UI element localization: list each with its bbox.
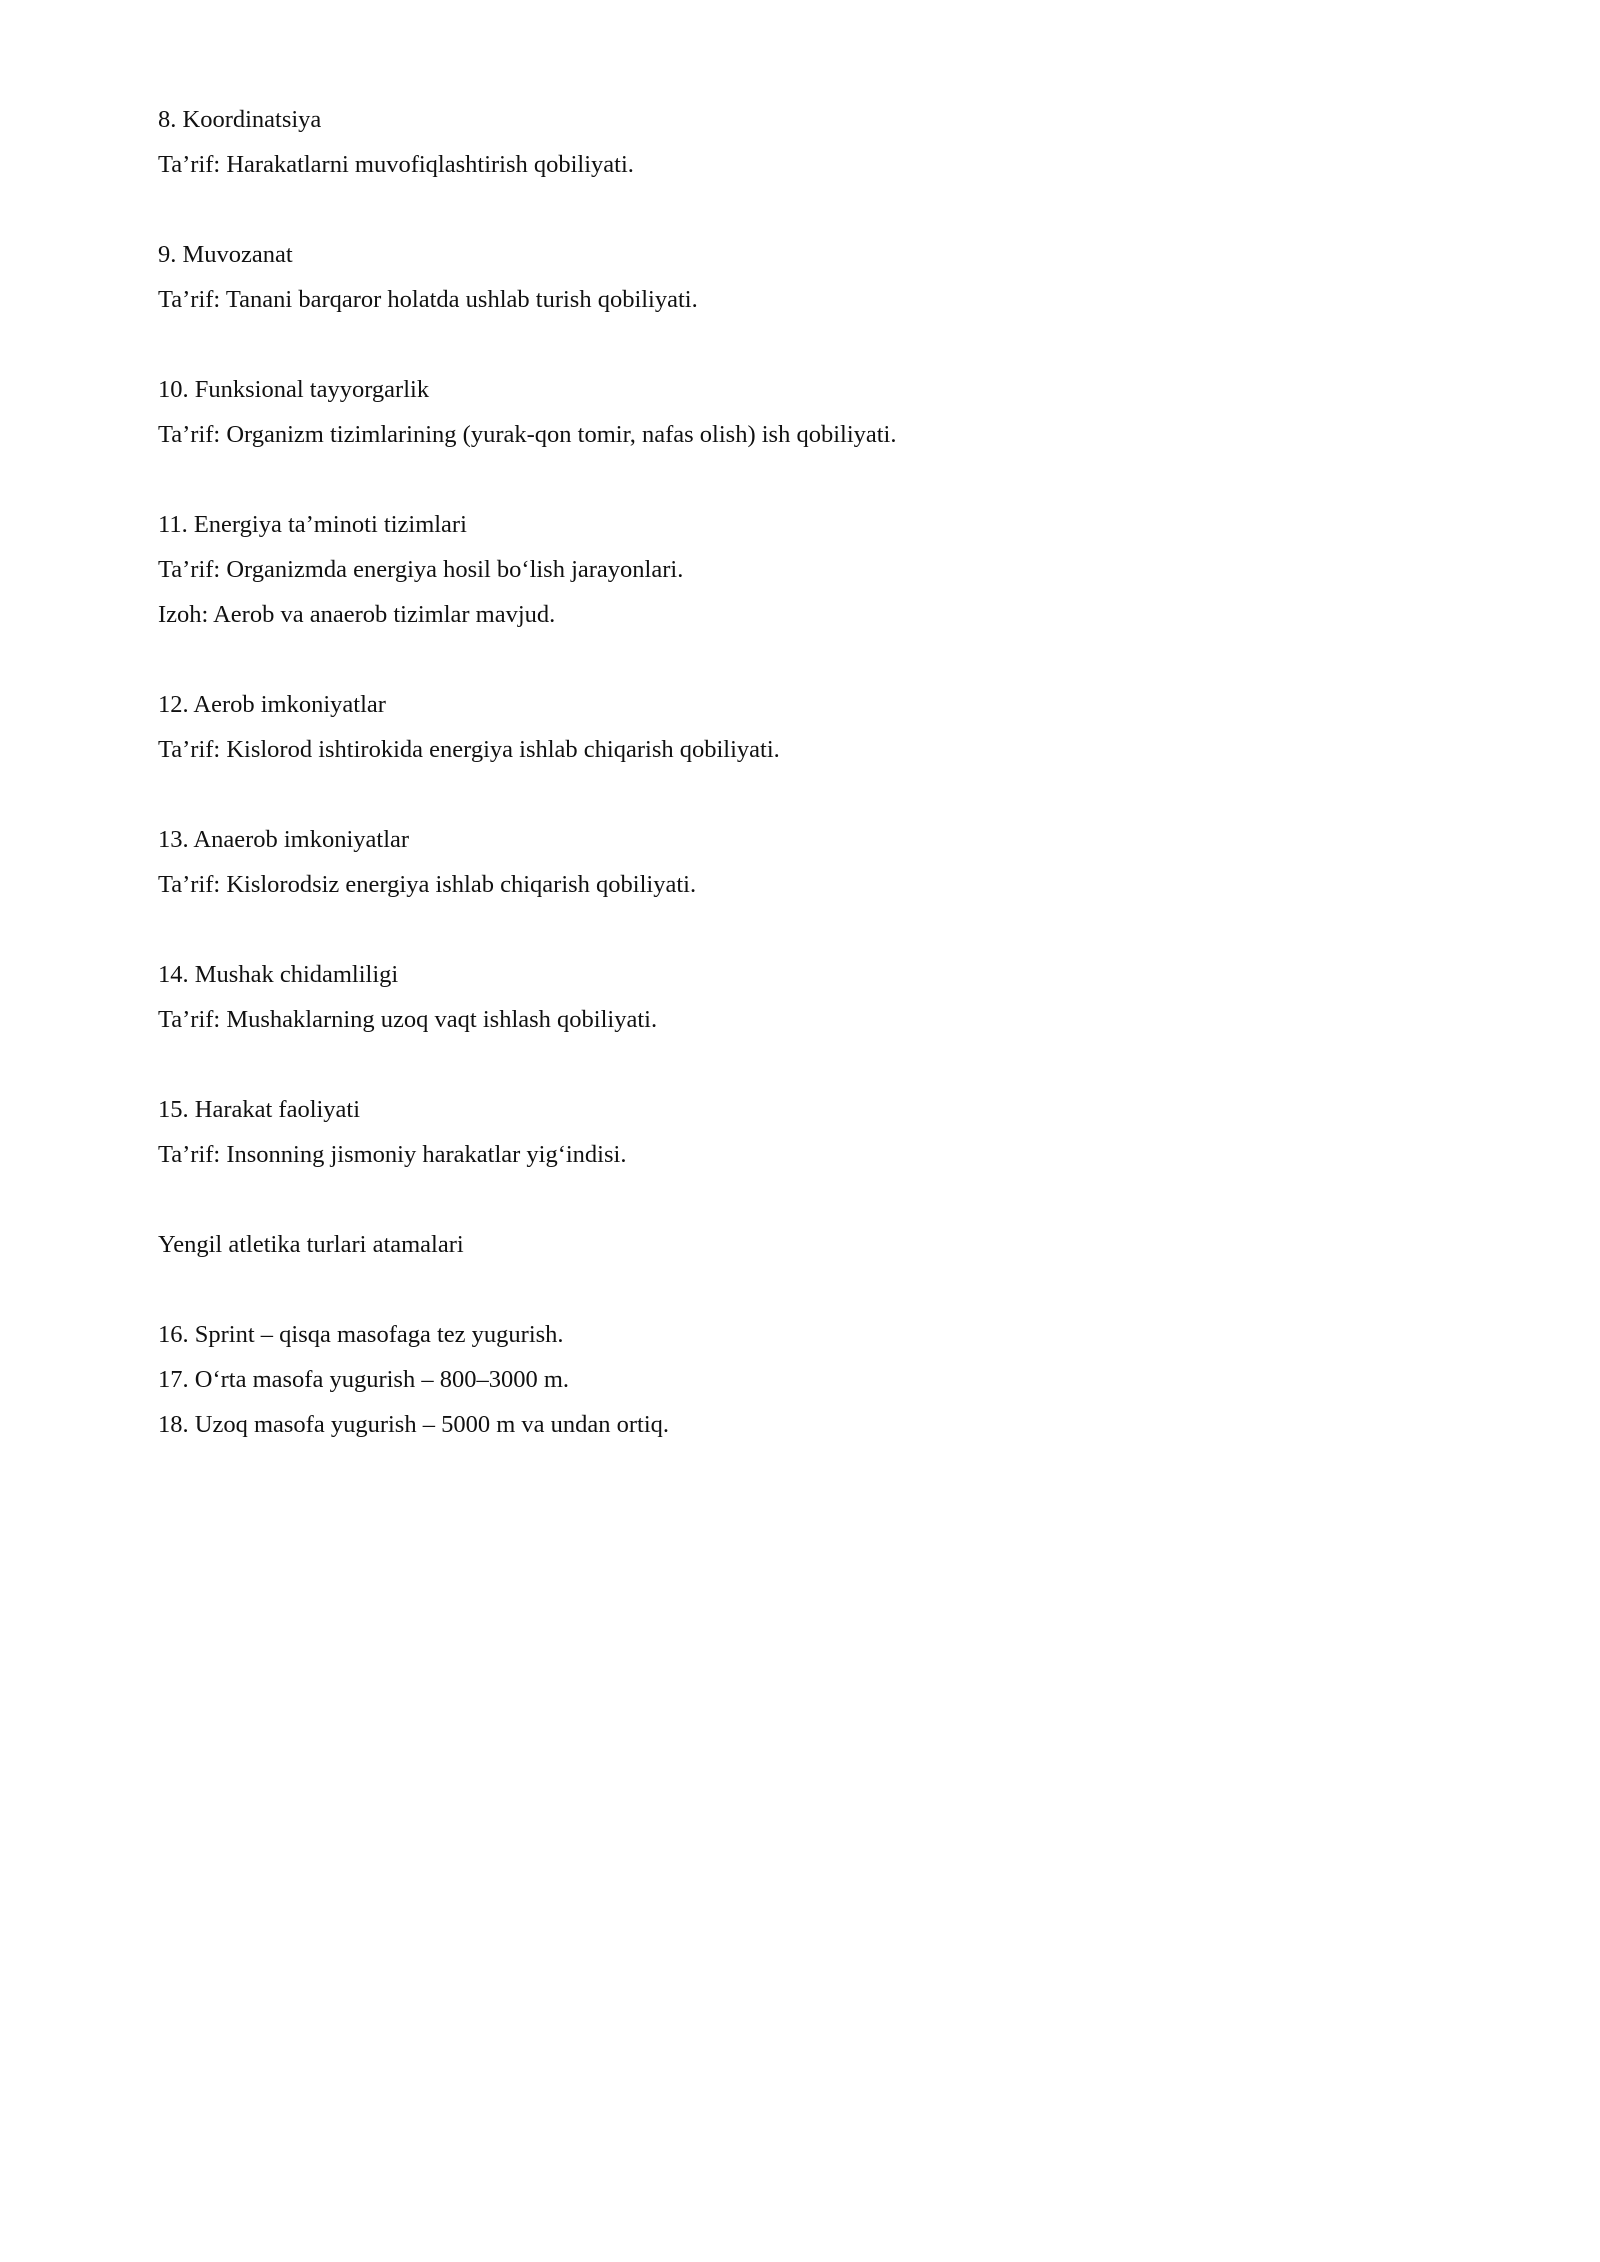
entry-definition: Ta’rif: Tanani barqaror holatda ushlab turish qobiliyati. bbox=[158, 286, 698, 313]
list-item: 16. Sprint – qisqa masofaga tez yugurish. bbox=[158, 1321, 564, 1348]
entry-heading: 9. Muvozanat bbox=[158, 241, 293, 268]
section-title: Yengil atletika turlari atamalari bbox=[158, 1231, 464, 1258]
entry-heading: 10. Funksional tayyorgarlik bbox=[158, 376, 430, 403]
entry-definition: Ta’rif: Mushaklarning uzoq vaqt ishlash qobiliyati. bbox=[158, 1006, 658, 1033]
entry-heading: 8. Koordinatsiya bbox=[158, 106, 322, 133]
entry-heading: 14. Mushak chidamliligi bbox=[158, 961, 399, 988]
entry-heading: 15. Harakat faoliyati bbox=[158, 1096, 361, 1123]
entry-heading: 11. Energiya ta’minoti tizimlari bbox=[158, 511, 467, 538]
entry-definition: Ta’rif: Harakatlarni muvofiqlashtirish qobiliyati. bbox=[158, 151, 634, 178]
entry-heading: 12. Aerob imkoniyatlar bbox=[158, 691, 386, 718]
entry-heading: 13. Anaerob imkoniyatlar bbox=[158, 826, 410, 853]
entry-note: Izoh: Aerob va anaerob tizimlar mavjud. bbox=[158, 601, 556, 628]
list-item: 17. O‘rta masofa yugurish – 800–3000 m. bbox=[158, 1366, 569, 1393]
document-page bbox=[0, 0, 1103, 1560]
entry-definition: Ta’rif: Kislorod ishtirokida energiya ishlab chiqarish qobiliyati. bbox=[158, 736, 780, 763]
entry-definition: Ta’rif: Organizm tizimlarining (yurak-qon tomir, nafas olish) ish qobiliyati. bbox=[158, 421, 897, 448]
entry-definition: Ta’rif: Insonning jismoniy harakatlar yig‘indisi. bbox=[158, 1141, 627, 1168]
entry-definition: Ta’rif: Organizmda energiya hosil bo‘lish jarayonlari. bbox=[158, 556, 684, 583]
entry-definition: Ta’rif: Kislorodsiz energiya ishlab chiqarish qobiliyati. bbox=[158, 871, 697, 898]
list-item: 18. Uzoq masofa yugurish – 5000 m va undan ortiq. bbox=[158, 1411, 670, 1438]
